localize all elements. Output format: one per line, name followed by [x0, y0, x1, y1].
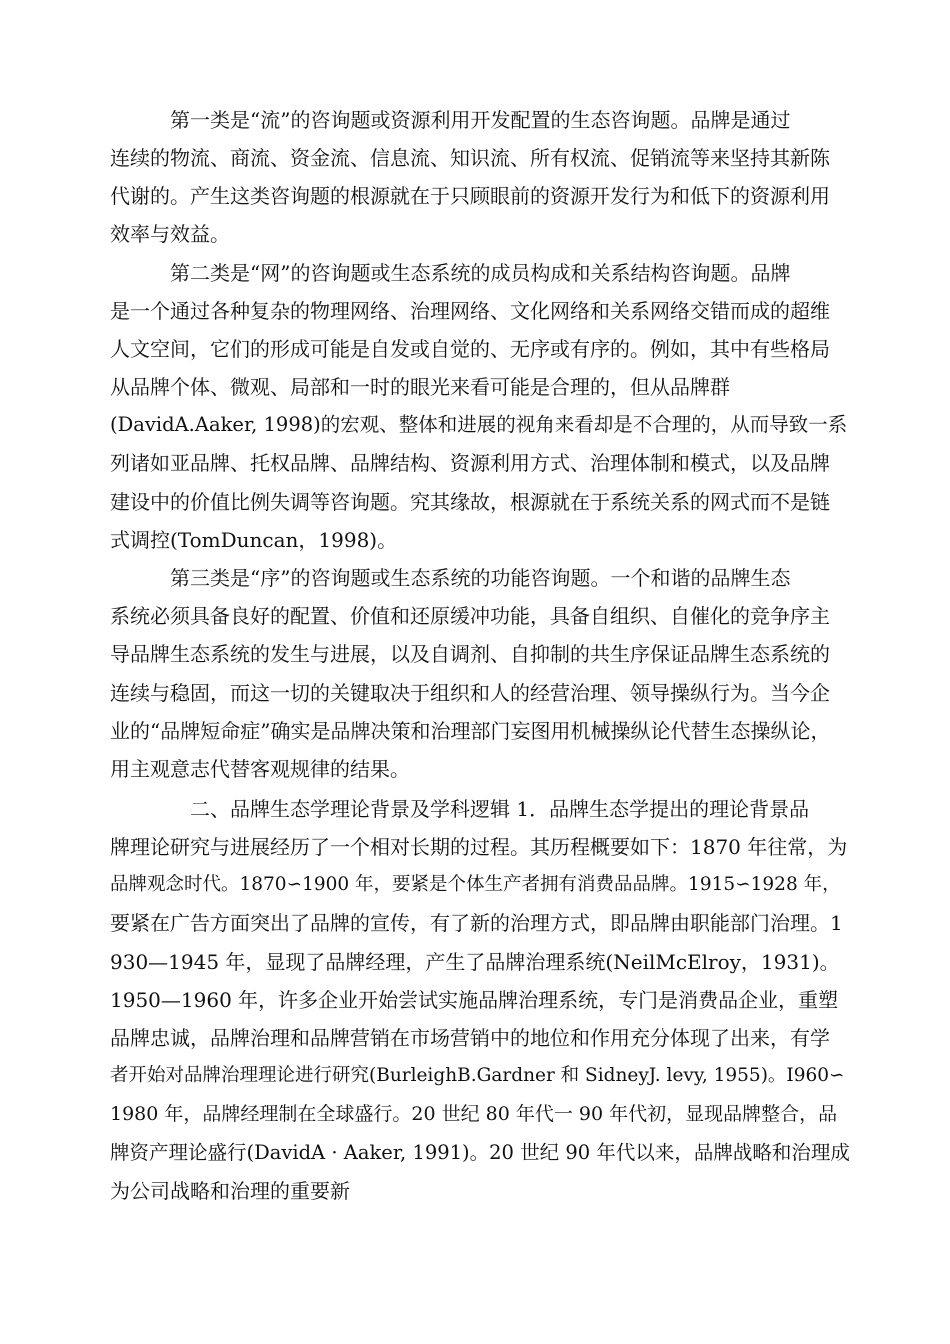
text-line: 用主观意志代替客观规律的结果。: [110, 757, 410, 781]
text-line: 要紧在广告方面突出了品牌的宣传，有了新的治理方式，即品牌由职能部门治理。1: [110, 911, 843, 935]
text-line: 式调控(TomDuncan，1998)。: [110, 528, 398, 552]
text-line: 导品牌生态系统的发生与进展，以及自调剂、自抑制的共生序保证品牌生态系统的: [110, 642, 830, 666]
text-line: 品牌观念时代。1870∽1900 年，要紧是个体生产者拥有消费品品牌。1915∽1928 年，: [110, 874, 841, 895]
text-line: 牌资产理论盛行(DavidA · Aaker, 1991)。20 世纪 90 年代以来，品牌战略和治理成: [110, 1141, 850, 1164]
text-line: 是一个通过各种复杂的物理网络、治理网络、文化网络和关系网络交错而成的超维: [110, 299, 830, 323]
text-line: 第三类是“序”的咨询题或生态系统的功能咨询题。一个和谐的品牌生态: [110, 566, 791, 590]
text-line: 第二类是“网”的咨询题或生态系统的成员构成和关系结构咨询题。品牌: [110, 261, 791, 285]
text-line: 品牌忠诚，品牌治理和品牌营销在市场营销中的地位和作用充分体现了出来，有学: [110, 1026, 830, 1050]
text-line: 930—1945 年，显现了品牌经理，产生了品牌治理系统(NeilMcElroy，1931)。: [110, 950, 840, 974]
text-line: 连续与稳固，而这一切的关键取决于组织和人的经营治理、领导操纵行为。当今企: [110, 681, 830, 705]
section-heading-line: 二、品牌生态学理论背景及学科逻辑 1．品牌生态学提出的理论背景品: [110, 797, 810, 821]
text-line: (DavidA.Aaker, 1998)的宏观、整体和进展的视角来看却是不合理的，从而导致一系: [110, 413, 848, 436]
text-line: 连续的物流、商流、资金流、信息流、知识流、所有权流、促销流等来坚持其新陈: [110, 146, 830, 170]
text-line: 者开始对品牌治理理论进行研究(BurleighB.Gardner 和 SidneyJ. levy, 1955)。I960∽: [110, 1065, 845, 1086]
text-line: 业的“品牌短命症”确实是品牌决策和治理部门妄图用机械操纵论代替生态操纵论，: [110, 719, 831, 743]
text-line: 为公司战略和治理的重要新: [110, 1179, 350, 1203]
text-line: 1950—1960 年，许多企业开始尝试实施品牌治理系统，专门是消费品企业，重塑: [110, 988, 839, 1012]
text-line: 代谢的。产生这类咨询题的根源就在于只顾眼前的资源开发行为和低下的资源利用: [110, 184, 830, 208]
text-line: 系统必须具备良好的配置、价值和还原缓冲功能，具备自组织、自催化的竞争序主: [110, 604, 830, 628]
text-line: 列诸如亚品牌、托权品牌、品牌结构、资源利用方式、治理体制和模式，以及品牌: [110, 451, 830, 475]
text-line: 建设中的价值比例失调等咨询题。究其缘故，根源就在于系统关系的网式而不是链: [110, 490, 830, 514]
text-line: 效率与效益。: [110, 222, 230, 246]
text-line: 牌理论研究与进展经历了一个相对长期的过程。其历程概要如下：1870 年往常，为: [110, 835, 848, 859]
text-line: 1980 年，品牌经理制在全球盛行。20 世纪 80 年代一 90 年代初，显现品牌整合，品: [110, 1103, 838, 1125]
text-line: 第一类是“流”的咨询题或资源利用开发配置的生态咨询题。品牌是通过: [110, 108, 791, 132]
text-line: 从品牌个体、微观、局部和一时的眼光来看可能是合理的，但从品牌群: [110, 375, 730, 399]
text-line: 人文空间，它们的形成可能是自发或自觉的、无序或有序的。例如，其中有些格局: [110, 337, 830, 361]
